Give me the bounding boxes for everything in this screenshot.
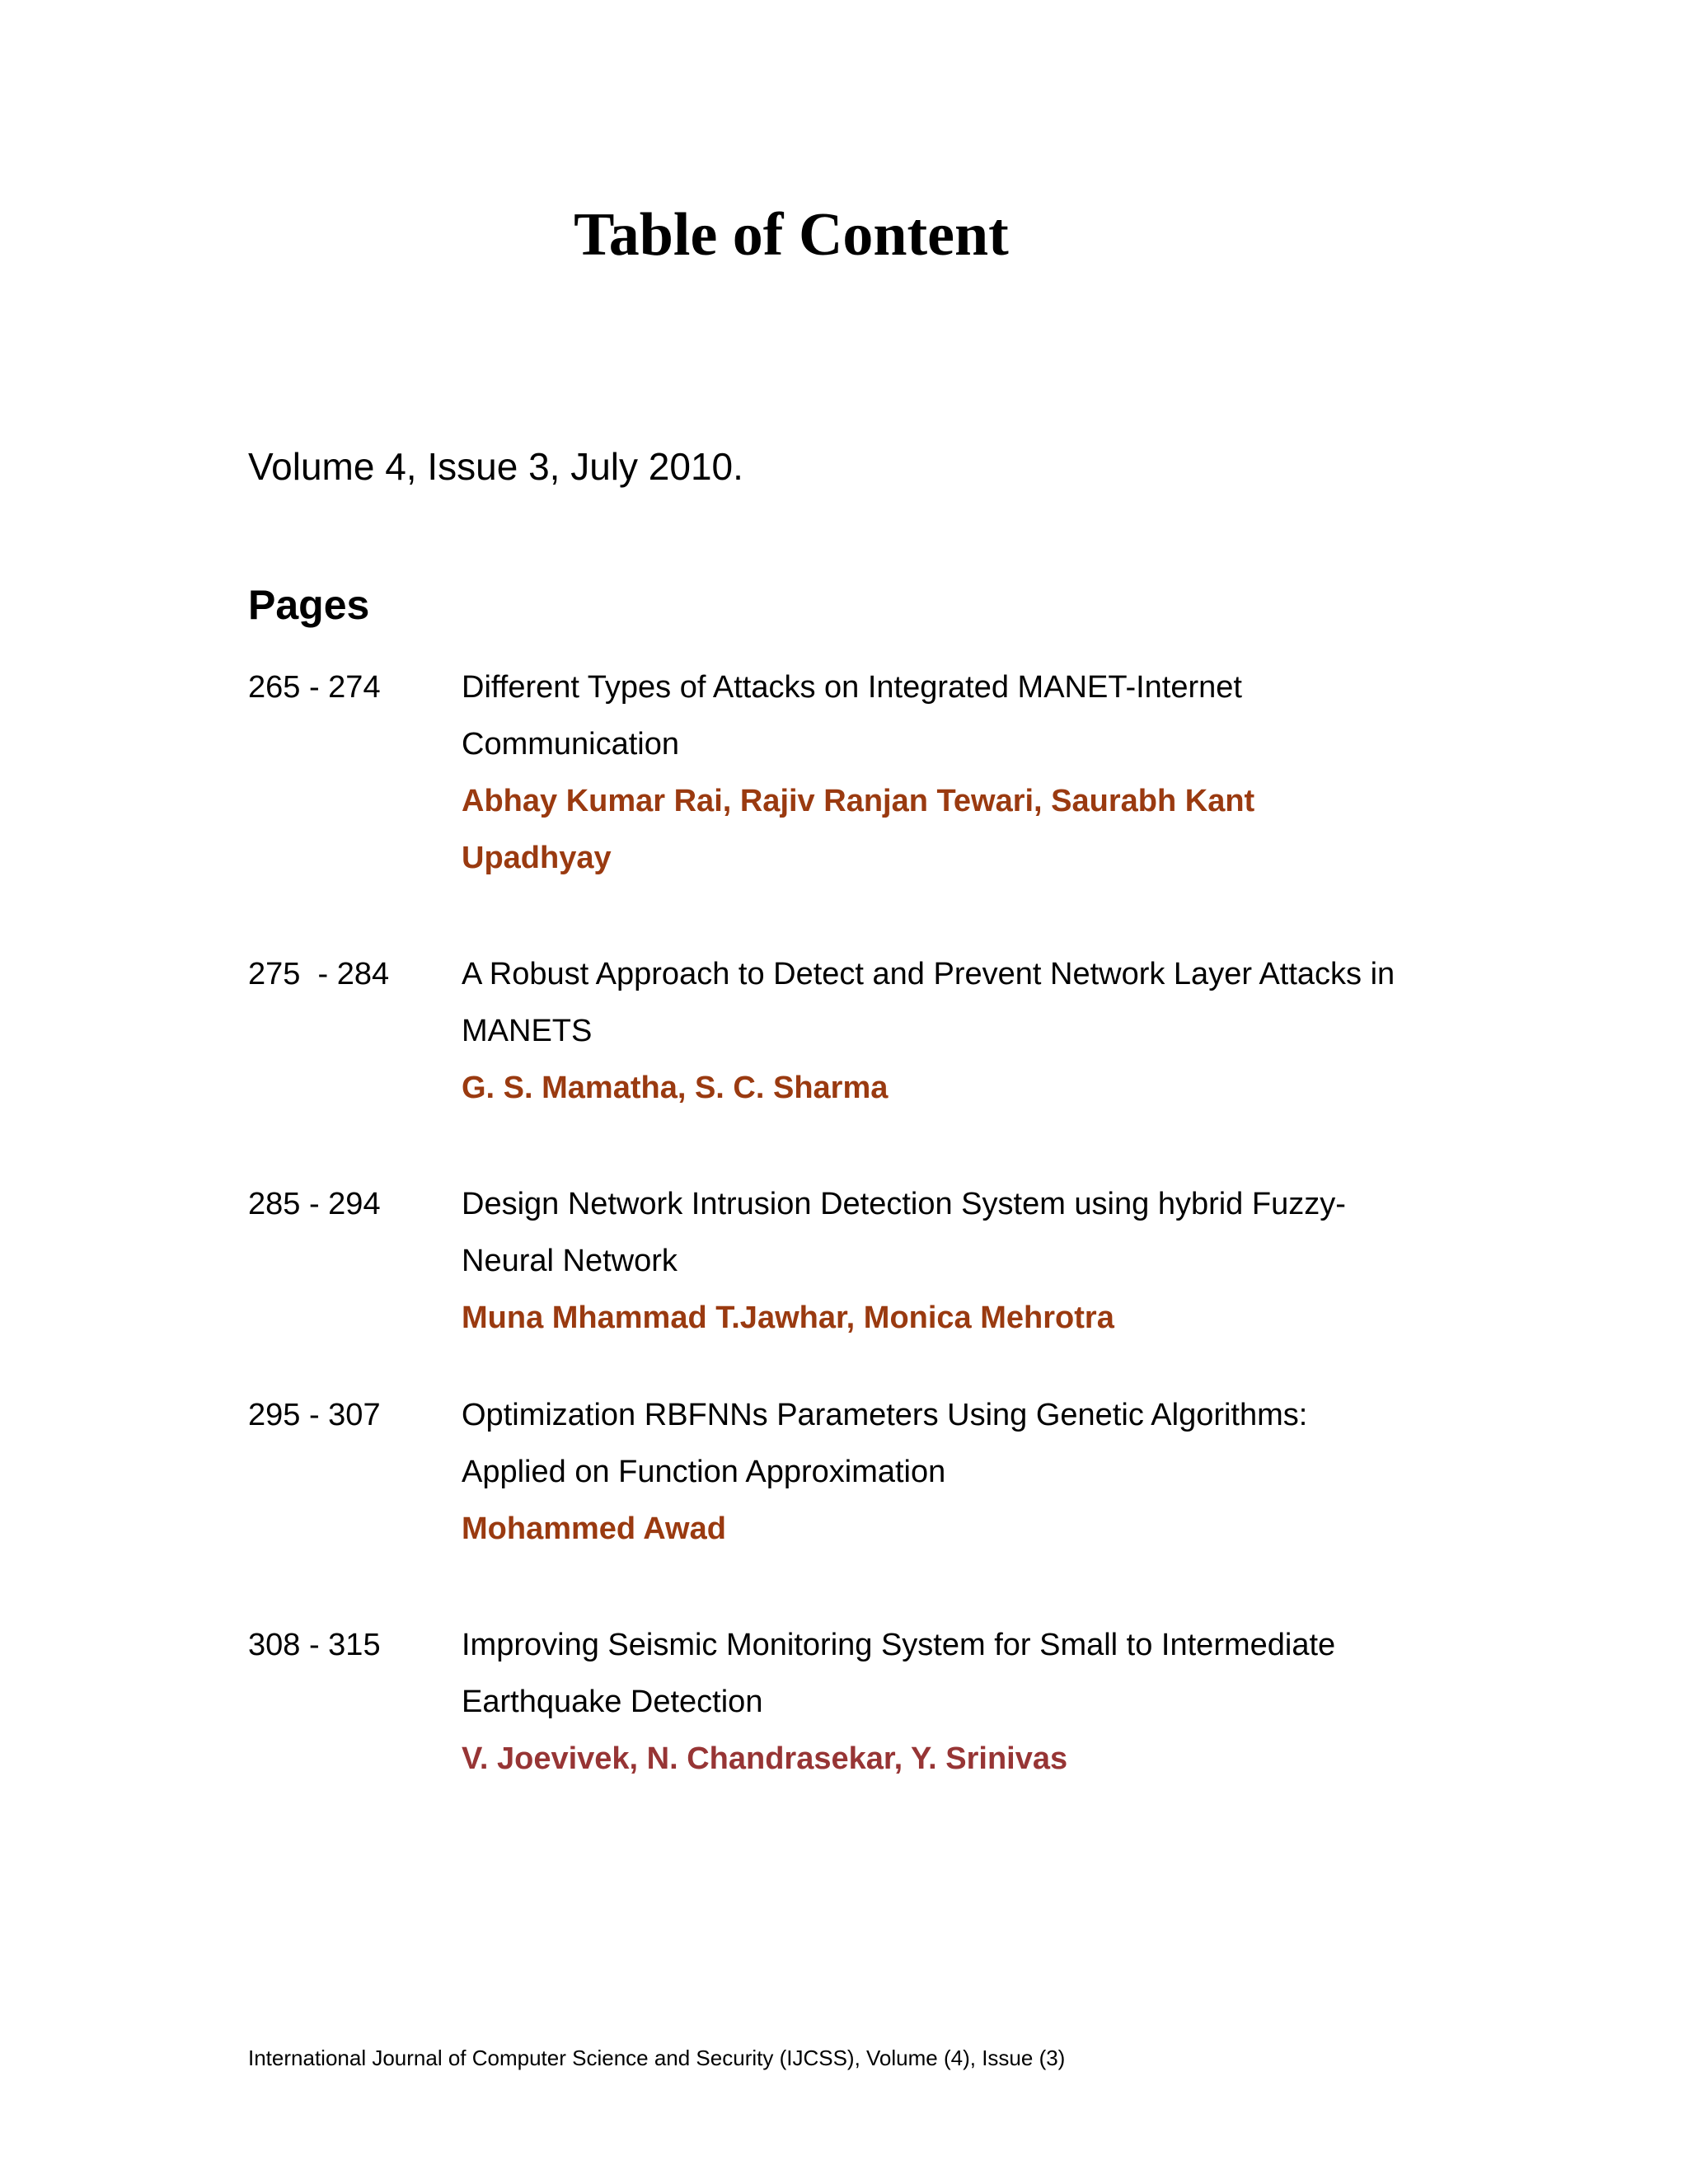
entry-authors: V. Joevivek, N. Chandrasekar, Y. Srinivas — [462, 1741, 1068, 1776]
entry-title: Improving Seismic Monitoring System for Small to Intermediate Earthquake Detection — [462, 1628, 1336, 1719]
entry-authors: Mohammed Awad — [462, 1511, 726, 1546]
entry-page-range: 275 - 284 — [248, 957, 390, 991]
entry-body — [462, 659, 1681, 887]
entry-title: A Robust Approach to Detect and Prevent Network Layer Attacks in MANETS — [462, 957, 1395, 1048]
volume-issue-line: Volume 4, Issue 3, July 2010. — [248, 445, 743, 488]
entry-body — [462, 1176, 1681, 1347]
entry-page-range: 265 - 274 — [248, 670, 381, 705]
journal-footer: International Journal of Computer Science and Security (IJCSS), Volume (4), Issue (3) — [248, 2046, 1066, 2070]
entry-authors: Muna Mhammad T.Jawhar, Monica Mehrotra — [462, 1301, 1114, 1335]
entry-body — [462, 1617, 1681, 1788]
entry-page-range: 308 - 315 — [248, 1628, 381, 1662]
entry-page-range: 285 - 294 — [248, 1187, 381, 1221]
entry-title: Design Network Intrusion Detection System using hybrid Fuzzy-Neural Network — [462, 1187, 1346, 1278]
entry-title: Different Types of Attacks on Integrated MANET-Internet Communication — [462, 670, 1242, 762]
entry-body — [462, 1387, 1681, 1558]
page-title: Table of Content — [574, 201, 1009, 269]
pages-heading: Pages — [248, 582, 370, 628]
entry-authors: Abhay Kumar Rai, Rajiv Ranjan Tewari, Saurabh Kant Upadhyay — [462, 784, 1255, 875]
entry-body — [462, 946, 1681, 1117]
entry-title: Optimization RBFNNs Parameters Using Genetic Algorithms: Applied on Function Approximation — [462, 1398, 1308, 1489]
entry-page-range: 295 - 307 — [248, 1398, 381, 1432]
entry-authors: G. S. Mamatha, S. C. Sharma — [462, 1071, 889, 1105]
